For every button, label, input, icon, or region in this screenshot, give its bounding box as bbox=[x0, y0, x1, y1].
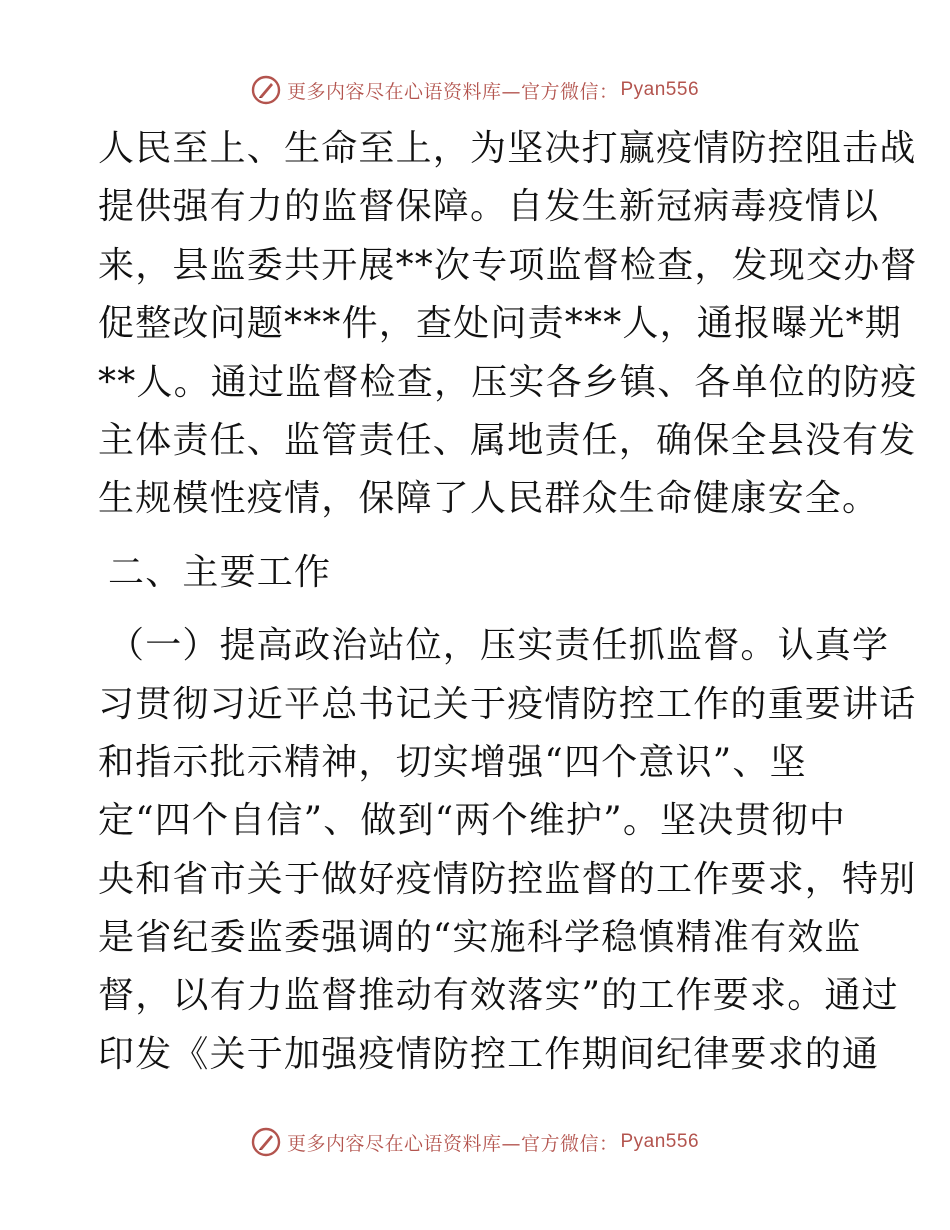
text-line: 习贯彻习近平总书记关于疫情防控工作的重要讲话 bbox=[98, 683, 917, 725]
watermark-text: 更多内容尽在心语资料库—官方微信： bbox=[286, 1132, 619, 1155]
text-line: 主体责任、监管责任、属地责任，确保全县没有发 bbox=[98, 419, 917, 461]
text-line: 是省纪委监委强调的“实施科学稳慎精准有效监 bbox=[98, 917, 862, 959]
text-line: 来，县监委共开展**次专项监督检查，发现交办督 bbox=[98, 244, 918, 286]
header-watermark bbox=[0, 70, 950, 110]
watermark-text: 更多内容尽在心语资料库—官方微信： bbox=[286, 80, 619, 103]
text-line: **人。通过监督检查，压实各乡镇、各单位的防疫 bbox=[98, 361, 918, 403]
document-body bbox=[98, 120, 918, 1084]
text-line: 督，以有力监督推动有效落实”的工作要求。通过 bbox=[98, 975, 899, 1017]
section-heading: 二、主要工作 bbox=[108, 551, 332, 593]
text-line: 生规模性疫情，保障了人民群众生命健康安全。 bbox=[98, 478, 880, 520]
text-line: （一）提高政治站位，压实责任抓监督。认真学 bbox=[108, 625, 890, 667]
text-line: 印发《关于加强疫情防控工作期间纪律要求的通 bbox=[98, 1033, 880, 1075]
watermark-wechat-id: Pyan556 bbox=[620, 79, 700, 100]
text-line: 人民至上、生命至上，为坚决打赢疫情防控阻击战 bbox=[98, 128, 917, 169]
text-line: 提供强有力的监督保障。自发生新冠病毒疫情以 bbox=[98, 186, 880, 228]
brand-logo-icon bbox=[251, 75, 281, 105]
brand-logo-icon bbox=[251, 1127, 281, 1157]
watermark-wechat-id: Pyan556 bbox=[620, 1131, 700, 1152]
text-line: 央和省市关于做好疫情防控监督的工作要求，特别 bbox=[98, 858, 917, 900]
text-line: 和指示批示精神，切实增强“四个意识”、坚 bbox=[98, 741, 807, 783]
footer-watermark bbox=[0, 1122, 950, 1162]
text-line: 促整改问题***件，查处问责***人，通报曝光*期 bbox=[98, 303, 903, 345]
text-line: 定“四个自信”、做到“两个维护”。坚决贯彻中 bbox=[98, 800, 847, 842]
